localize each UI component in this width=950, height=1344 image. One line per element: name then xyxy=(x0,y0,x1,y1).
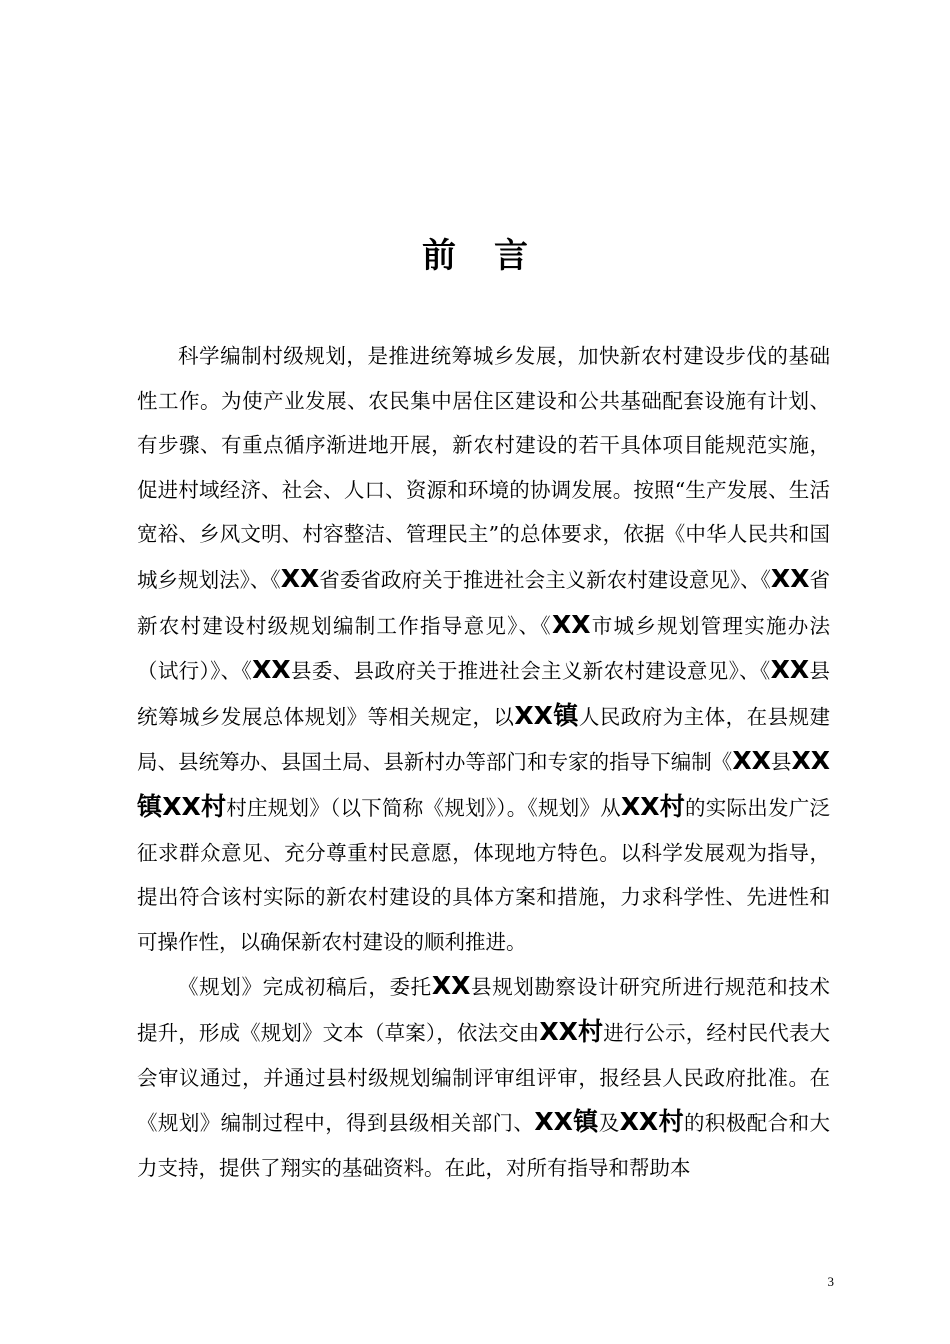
paragraph-text-run: 进行公示，经村民代表大会审议通过，并通过县村级规划编制评审组评审，报经县人民政府批准。在《规划》编制过程中，得到县级相关部门、 xyxy=(137,1020,830,1136)
bold-placeholder-text: XX村 xyxy=(620,791,686,821)
body-text xyxy=(137,334,830,1190)
paragraph-text-run: 人民政府为主体，在县规建局、县统筹办、县国土局、县新村办等部门和专家的指导下编制《 xyxy=(137,704,830,775)
paragraph-text-run: 村庄规划》（以下简称《规划》）。《规划》从 xyxy=(226,795,621,820)
bold-placeholder-text: XX镇 xyxy=(534,1107,599,1137)
paragraph-text-run: 科学编制村级规划，是推进统筹城乡发展，加快新农村建设步伐的基础性工作。为使产业发展、农民集中居住区建设和公共基础配套设施有计划、有步骤、有重点循序渐进地开展，新农村建设的若干具体项目能规范实施，促进村域经济、社会、人口、资源和环境的协调发展。按照“生产发展、生活宽裕、乡风文明、村容整洁、管理民主”的总体要求，依据《中华人民共和国城乡规划法》、《 xyxy=(137,344,830,592)
paragraph-text-run: 县委、县政府关于推进社会主义新农村建设意见》、《 xyxy=(290,659,771,684)
paragraph-text-run: 及 xyxy=(598,1111,620,1136)
bold-placeholder-text: XX镇XX村 xyxy=(137,746,831,821)
bold-placeholder-text: XX xyxy=(551,609,591,639)
paragraph-text-run: 省委省政府关于推进社会主义新农村建设意见》、《 xyxy=(319,567,771,592)
bold-placeholder-text: XX xyxy=(280,563,320,593)
paragraph-text-run: 省新农村建设村级规划编制工作指导意见》、《 xyxy=(137,567,831,638)
bold-placeholder-text: XX村 xyxy=(619,1107,685,1137)
bold-placeholder-text: XX xyxy=(431,971,471,1001)
paragraph-text-run: 《规划》完成初稿后，委托 xyxy=(178,975,432,1000)
paragraph-text-run: 的积极配合和大力支持，提供了翔实的基础资料。在此，对所有指导和帮助本 xyxy=(137,1111,830,1180)
paragraph-text-run: 市城乡规划管理实施办法（试行）》、《 xyxy=(137,613,831,684)
paragraph-2 xyxy=(137,964,830,1190)
paragraph-text-run: 县统筹城乡发展总体规划》等相关规定，以 xyxy=(137,659,831,729)
page-title: 前言 xyxy=(422,236,566,276)
bold-placeholder-text: XX xyxy=(770,655,810,685)
paragraph-text-run: 的实际出发广泛征求群众意见、充分尊重村民意愿，体现地方特色。以科学发展观为指导，提出符合该村实际的新农村建设的具体方案和措施，力求科学性、先进性和可操作性，以确保新农村建设的顺利推进。 xyxy=(137,795,830,954)
bold-placeholder-text: XX村 xyxy=(539,1016,604,1046)
page-number: 3 xyxy=(827,1274,834,1289)
bold-placeholder-text: XX xyxy=(732,746,771,776)
bold-placeholder-text: XX xyxy=(252,655,291,685)
bold-placeholder-text: XX xyxy=(770,563,810,593)
paragraph-text-run: 县 xyxy=(770,750,792,775)
paragraph-text-run: 县规划勘察设计研究所进行规范和技术提升，形成《规划》文本（草案），依法交由 xyxy=(137,975,831,1045)
paragraph-1 xyxy=(137,334,830,964)
bold-placeholder-text: XX镇 xyxy=(514,700,579,730)
